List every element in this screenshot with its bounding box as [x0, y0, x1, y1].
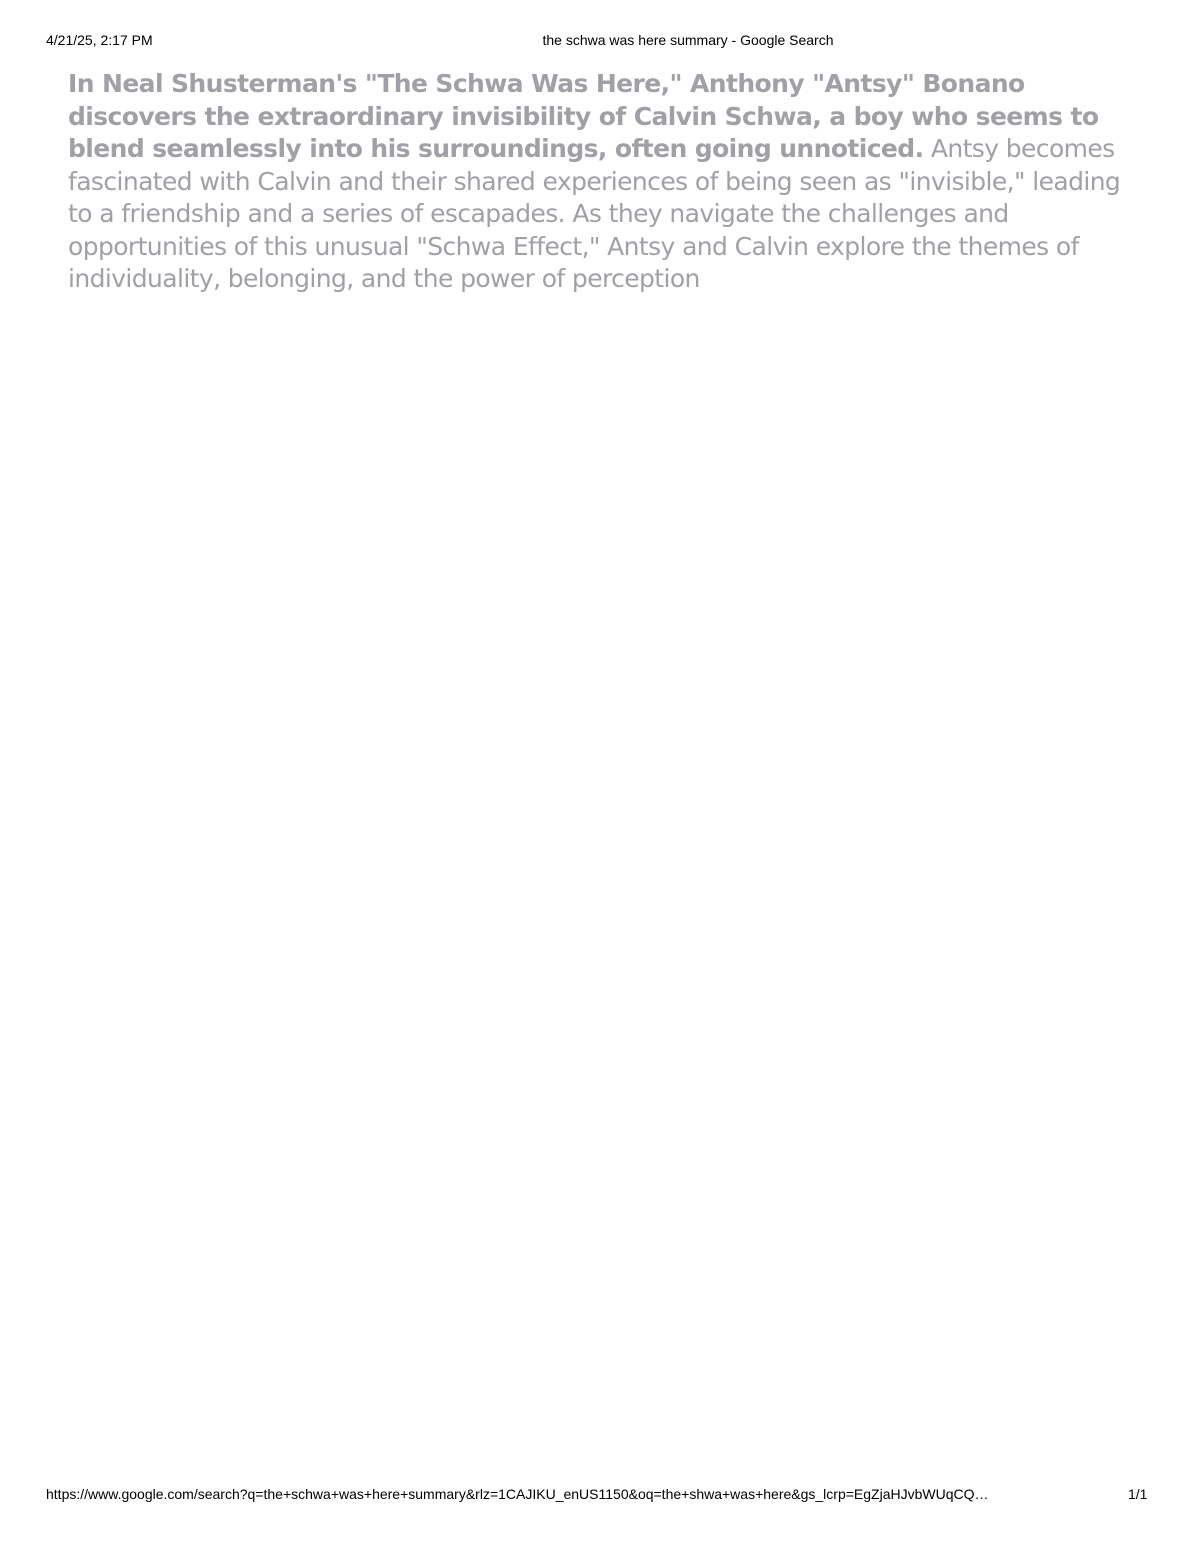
print-url: https://www.google.com/search?q=the+schwa+was+here+summary&rlz=1CAJIKU_enUS1150&oq=the+shwa+was+here&gs_lcrp=EgZjaHJvbWUqCQ… [46, 1486, 989, 1502]
summary-regular-text: Antsy becomes fascinated with Calvin and their shared experiences of being seen as "invisible," leading to a friendship and a series of escapades. As they navigate the challenges and opportunities of this unusual "Schwa Effect," Antsy and Calvin explore the themes of individuality, belonging, and the power of perception [68, 134, 1121, 293]
summary-paragraph [68, 68, 1148, 296]
print-header [0, 30, 1200, 50]
print-page-number: 1/1 [1128, 1486, 1148, 1502]
print-footer [0, 1484, 1200, 1504]
print-date-time: 4/21/25, 2:17 PM [46, 32, 153, 48]
summary-bold-text: In Neal Shusterman's "The Schwa Was Here," Anthony "Antsy" Bonano discovers the extraordinary invisibility of Calvin Schwa, a boy who seems to blend seamlessly into his surroundings, often going unnoticed. [68, 69, 1099, 163]
print-page-title: the schwa was here summary - Google Search [542, 32, 834, 48]
